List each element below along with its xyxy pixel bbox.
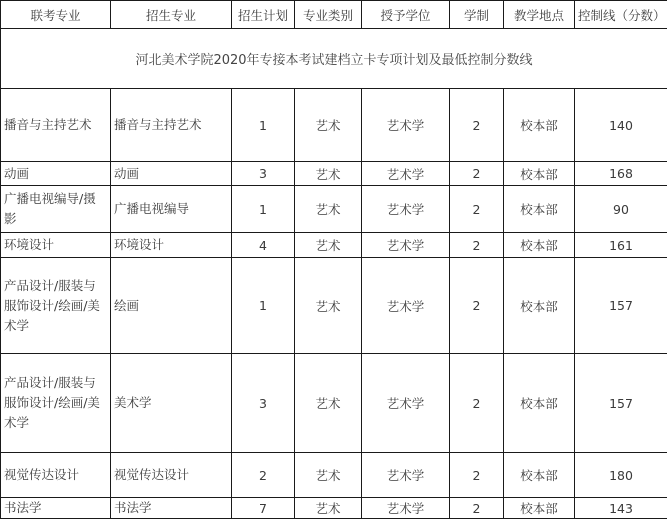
cell-location: 校本部 <box>504 162 575 186</box>
cell-enroll-major: 动画 <box>111 162 232 186</box>
table-row <box>1 453 667 498</box>
cell-enroll-major: 书法学 <box>111 498 232 519</box>
cell-duration: 2 <box>450 453 504 498</box>
cell-category: 艺术 <box>295 89 362 162</box>
table-row <box>1 354 667 453</box>
cell-duration: 2 <box>450 186 504 233</box>
cell-degree: 艺术学 <box>362 498 450 519</box>
table-row <box>1 89 667 162</box>
header-duration: 学制 <box>450 1 504 29</box>
cell-category: 艺术 <box>295 162 362 186</box>
table-header-row <box>1 1 667 29</box>
cell-degree: 艺术学 <box>362 233 450 258</box>
cell-degree: 艺术学 <box>362 89 450 162</box>
cell-score: 180 <box>575 453 667 498</box>
cell-score: 157 <box>575 354 667 453</box>
cell-plan: 1 <box>232 186 295 233</box>
table-row <box>1 162 667 186</box>
header-category: 专业类别 <box>295 1 362 29</box>
header-degree: 授予学位 <box>362 1 450 29</box>
cell-plan: 7 <box>232 498 295 519</box>
cell-duration: 2 <box>450 258 504 354</box>
cell-score: 161 <box>575 233 667 258</box>
header-plan: 招生计划 <box>232 1 295 29</box>
cell-joint-major: 播音与主持艺术 <box>1 89 111 162</box>
table-title: 河北美术学院2020年专接本考试建档立卡专项计划及最低控制分数线 <box>1 29 667 89</box>
cell-degree: 艺术学 <box>362 453 450 498</box>
cell-joint-major: 广播电视编导/摄影 <box>1 186 111 233</box>
cell-duration: 2 <box>450 498 504 519</box>
cell-score: 140 <box>575 89 667 162</box>
table-row <box>1 186 667 233</box>
cell-joint-major: 产品设计/服装与服饰设计/绘画/美术学 <box>1 258 111 354</box>
cell-duration: 2 <box>450 162 504 186</box>
cell-degree: 艺术学 <box>362 186 450 233</box>
cell-location: 校本部 <box>504 354 575 453</box>
cell-score: 157 <box>575 258 667 354</box>
cell-plan: 3 <box>232 162 295 186</box>
cell-enroll-major: 美术学 <box>111 354 232 453</box>
cell-category: 艺术 <box>295 233 362 258</box>
cell-degree: 艺术学 <box>362 354 450 453</box>
cell-category: 艺术 <box>295 354 362 453</box>
cell-location: 校本部 <box>504 258 575 354</box>
cell-location: 校本部 <box>504 453 575 498</box>
cell-enroll-major: 播音与主持艺术 <box>111 89 232 162</box>
header-enroll-major: 招生专业 <box>111 1 232 29</box>
cell-category: 艺术 <box>295 498 362 519</box>
cell-category: 艺术 <box>295 453 362 498</box>
cell-joint-major: 书法学 <box>1 498 111 519</box>
cell-plan: 4 <box>232 233 295 258</box>
cell-joint-major: 环境设计 <box>1 233 111 258</box>
cell-score: 143 <box>575 498 667 519</box>
cell-plan: 2 <box>232 453 295 498</box>
cell-plan: 3 <box>232 354 295 453</box>
cell-joint-major: 视觉传达设计 <box>1 453 111 498</box>
cell-joint-major: 产品设计/服装与服饰设计/绘画/美术学 <box>1 354 111 453</box>
table-row <box>1 258 667 354</box>
cell-enroll-major: 环境设计 <box>111 233 232 258</box>
cell-category: 艺术 <box>295 186 362 233</box>
cell-plan: 1 <box>232 89 295 162</box>
cell-duration: 2 <box>450 89 504 162</box>
cell-location: 校本部 <box>504 186 575 233</box>
cell-degree: 艺术学 <box>362 162 450 186</box>
cell-enroll-major: 绘画 <box>111 258 232 354</box>
header-joint-major: 联考专业 <box>1 1 111 29</box>
cell-degree: 艺术学 <box>362 258 450 354</box>
table-row <box>1 498 667 519</box>
cell-plan: 1 <box>232 258 295 354</box>
cell-duration: 2 <box>450 233 504 258</box>
table-row <box>1 233 667 258</box>
cell-joint-major: 动画 <box>1 162 111 186</box>
cell-location: 校本部 <box>504 89 575 162</box>
cell-enroll-major: 视觉传达设计 <box>111 453 232 498</box>
cell-score: 168 <box>575 162 667 186</box>
cell-category: 艺术 <box>295 258 362 354</box>
header-score: 控制线（分数） <box>575 1 667 29</box>
cell-location: 校本部 <box>504 498 575 519</box>
cell-location: 校本部 <box>504 233 575 258</box>
cell-score: 90 <box>575 186 667 233</box>
cell-enroll-major: 广播电视编导 <box>111 186 232 233</box>
header-location: 教学地点 <box>504 1 575 29</box>
cell-duration: 2 <box>450 354 504 453</box>
